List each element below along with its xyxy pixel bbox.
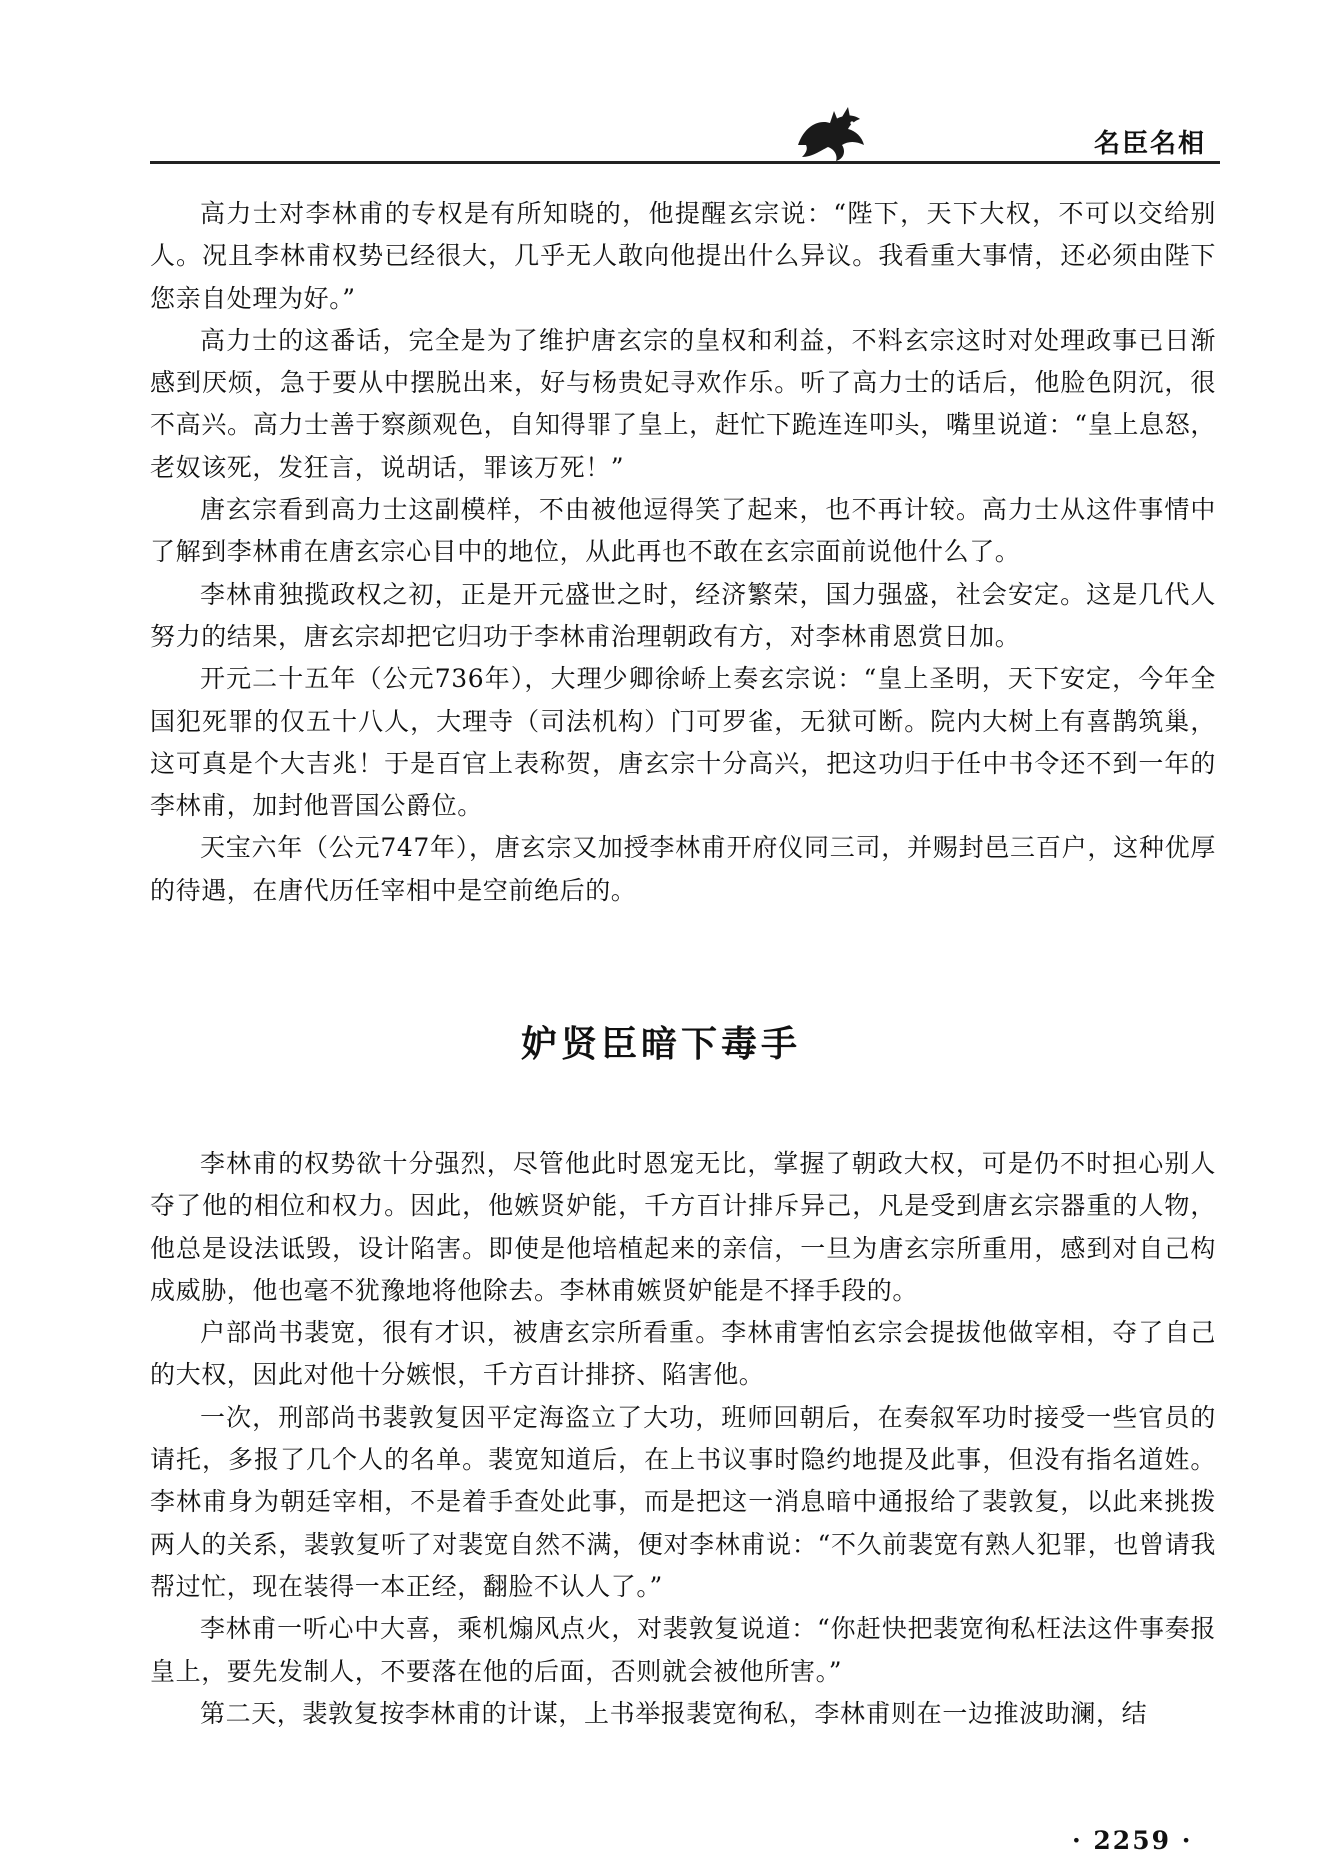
paragraph: 李林甫一听心中大喜，乘机煽风点火，对裴敦复说道：“你赶快把裴宽徇私枉法这件事奏报皇上，要先发制人，不要落在他的后面，否则就会被他所害。” [150, 1614, 1216, 1686]
paragraph: 第二天，裴敦复按李林甫的计谋，上书举报裴宽徇私，李林甫则在一边推波助澜，结 [200, 1698, 1148, 1728]
paragraph: 高力士对李林甫的专权是有所知晓的，他提醒玄宗说：“陛下，天下大权，不可以交给别人。况且李林甫权势已经很大，几乎无人敢向他提出什么异议。我看重大事情，还必须由陛下您亲自处理为好。” [150, 199, 1216, 313]
dragon-icon [790, 105, 870, 165]
header-title: 名臣名相 [1093, 129, 1206, 159]
section-title: 妒贤臣暗下毒手 [520, 1024, 801, 1065]
body-text-section [150, 1143, 1216, 1735]
header-rule [150, 161, 1220, 164]
paragraph: 唐玄宗看到高力士这副模样，不由被他逗得笑了起来，也不再计较。高力士从这件事情中了解到李林甫在唐玄宗心目中的地位，从此再也不敢在玄宗面前说他什么了。 [150, 495, 1216, 567]
paragraph: 李林甫独揽政权之初，正是开元盛世之时，经济繁荣，国力强盛，社会安定。这是几代人努力的结果，唐玄宗却把它归功于李林甫治理朝政有方，对李林甫恩赏日加。 [150, 579, 1216, 651]
paragraph: 开元二十五年（公元736年），大理少卿徐峤上奏玄宗说：“皇上圣明，天下安定，今年全国犯死罪的仅五十八人，大理寺（司法机构）门可罗雀，无狱可断。院内大树上有喜鹊筑巢，这可真是个大吉兆！于是百官上表称贺，唐玄宗十分高兴，把这功归于任中书令还不到一年的李林甫，加封他晋国公爵位。 [150, 664, 1216, 821]
body-text-top [150, 193, 1216, 912]
running-header [150, 95, 1220, 165]
paragraph: 户部尚书裴宽，很有才识，被唐玄宗所看重。李林甫害怕玄宗会提拔他做宰相，夺了自己的大权，因此对他十分嫉恨，千方百计排挤、陷害他。 [150, 1318, 1216, 1390]
paragraph: 高力士的这番话，完全是为了维护唐玄宗的皇权和利益，不料玄宗这时对处理政事已日渐感到厌烦，急于要从中摆脱出来，好与杨贵妃寻欢作乐。听了高力士的话后，他脸色阴沉，很不高兴。高力士善于察颜观色，自知得罪了皇上，赶忙下跪连连叩头，嘴里说道：“皇上息怒，老奴该死，发狂言，说胡话，罪该万死！” [150, 325, 1216, 482]
paragraph: 天宝六年（公元747年），唐玄宗又加授李林甫开府仪同三司，并赐封邑三百户，这种优厚的待遇，在唐代历任宰相中是空前绝后的。 [150, 833, 1216, 905]
paragraph: 李林甫的权势欲十分强烈，尽管他此时恩宠无比，掌握了朝政大权，可是仍不时担心别人夺了他的相位和权力。因此，他嫉贤妒能，千方百计排斥异己，凡是受到唐玄宗器重的人物，他总是设法诋毁，设计陷害。即使是他培植起来的亲信，一旦为唐玄宗所重用，感到对自己构成威胁，他也毫不犹豫地将他除去。李林甫嫉贤妒能是不择手段的。 [150, 1149, 1216, 1305]
paragraph: 一次，刑部尚书裴敦复因平定海盗立了大功，班师回朝后，在奏叙军功时接受一些官员的请托，多报了几个人的名单。裴宽知道后，在上书议事时隐约地提及此事，但没有指名道姓。李林甫身为朝廷宰相，不是着手查处此事，而是把这一消息暗中通报给了裴敦复，以此来挑拨两人的关系，裴敦复听了对裴宽自然不满，便对李林甫说：“不久前裴宽有熟人犯罪，也曾请我帮过忙，现在装得一本正经，翻脸不认人了。” [150, 1402, 1216, 1601]
page-number: · 2259 · [1072, 1826, 1193, 1855]
